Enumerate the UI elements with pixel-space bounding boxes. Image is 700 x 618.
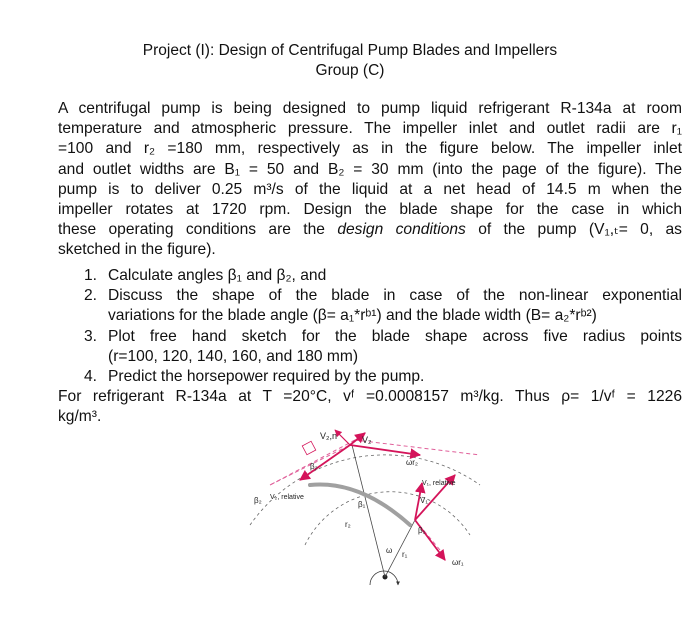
right-angle-marker bbox=[302, 441, 316, 455]
label-v2-relative: V₂, relative bbox=[270, 494, 304, 501]
outer-radius-arc bbox=[250, 455, 480, 525]
label-beta1: β₁ bbox=[358, 500, 366, 509]
problem-line: A centrifugal pump is being designed to pump liquid refrigerant R-134a at room bbox=[58, 100, 682, 117]
problem-line: sketched in the figure). bbox=[58, 241, 216, 259]
task-text: variations for the blade angle (β= a₁*rᵇ¹) and the blade width (B= a₂*rᵇ²) bbox=[108, 307, 597, 325]
task-number: 3. bbox=[84, 327, 98, 345]
task-text: Calculate angles β₁ and β₂, and bbox=[108, 267, 327, 284]
task-text: (r=100, 120, 140, 160, and 180 mm) bbox=[108, 347, 359, 365]
v2n-vector bbox=[335, 430, 350, 445]
task-text: Plot free hand sketch for the blade shape across five radius points bbox=[108, 327, 682, 345]
label-beta2-left: β₂ bbox=[254, 496, 262, 505]
emphasis-design-conditions: design conditions bbox=[337, 221, 466, 239]
label-v1: V₁ bbox=[420, 496, 429, 505]
v2-relative-vector bbox=[300, 445, 350, 480]
label-r2: r₂ bbox=[345, 520, 351, 529]
inner-radius-arc bbox=[305, 492, 470, 545]
task-item bbox=[58, 367, 682, 387]
fluid-properties bbox=[58, 387, 682, 427]
label-beta1b: β₁ bbox=[418, 526, 426, 535]
label-omega-r1: ωr₁ bbox=[452, 558, 464, 567]
task-text: Discuss the shape of the blade in case of the non-linear exponential bbox=[108, 287, 682, 305]
task-number: 2. bbox=[84, 287, 98, 305]
label-v2: V₂ bbox=[362, 435, 372, 445]
problem-statement bbox=[58, 99, 682, 261]
task-item bbox=[58, 327, 682, 367]
task-list bbox=[58, 266, 682, 387]
problem-text: these operating conditions are the bbox=[58, 221, 338, 239]
task-text: Predict the horsepower required by the pump. bbox=[108, 368, 425, 386]
group-label: Group (C) bbox=[315, 62, 385, 79]
problem-line: pump is to deliver 0.25 m³/s of the liquid at a net head of 14.5 m when the bbox=[58, 180, 682, 198]
task-item bbox=[58, 266, 682, 286]
document-title: Project (I): Design of Centrifugal Pump Blades and Impellers bbox=[142, 42, 558, 59]
label-v2n: V₂,n bbox=[320, 431, 338, 441]
properties-line: kg/m³. bbox=[58, 408, 102, 426]
label-r1: r₁ bbox=[402, 550, 408, 559]
r2-line bbox=[352, 445, 385, 577]
problem-line bbox=[58, 220, 682, 240]
problem-line: impeller rotates at 1720 rpm. Design the blade shape for the case in which bbox=[58, 201, 682, 219]
problem-line: and outlet widths are B₁ = 50 and B₂ = 30 mm (into the page of the figure). The bbox=[58, 160, 682, 178]
omega-r2-vector bbox=[350, 445, 420, 455]
task-number: 4. bbox=[84, 368, 98, 386]
task-number: 1. bbox=[84, 267, 98, 284]
properties-line: For refrigerant R-134a at T =20°C, vᶠ =0.0008157 m³/kg. Thus ρ= 1/vᶠ = 1226 bbox=[58, 388, 682, 405]
problem-line: =100 and r₂ =180 mm, respectively as in the figure below. The impeller inlet bbox=[58, 140, 682, 158]
impeller-velocity-diagram bbox=[210, 425, 500, 615]
problem-line: temperature and atmospheric pressure. The impeller inlet and outlet radii are r₁ bbox=[58, 120, 682, 138]
label-v1-relative: V₁, relative bbox=[422, 480, 456, 487]
task-item bbox=[58, 286, 682, 326]
label-omega-r2: ωr₂ bbox=[406, 458, 419, 467]
problem-text: of the pump (V₁,ₜ= 0, as bbox=[465, 221, 682, 239]
label-beta2-top: β₂ bbox=[310, 462, 318, 471]
label-omega: ω bbox=[386, 546, 393, 555]
